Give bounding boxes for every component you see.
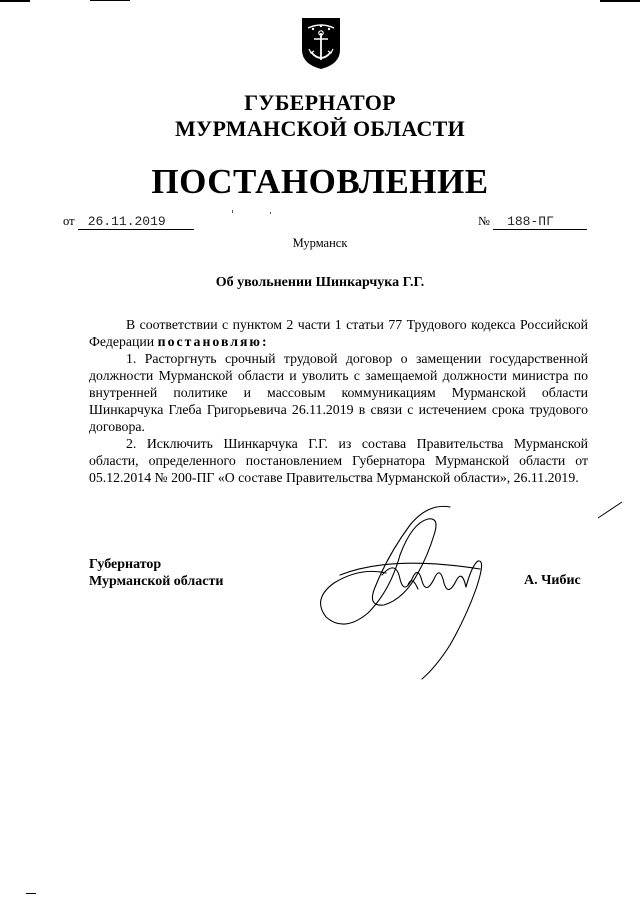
document-date: 26.11.2019 <box>78 214 194 230</box>
dot-mark <box>270 212 271 214</box>
scan-mark-bottom-left <box>26 893 36 894</box>
signer-position <box>89 556 223 590</box>
document-number: 188-ПГ <box>493 214 587 230</box>
decree-word: постановляю: <box>157 334 269 349</box>
handwritten-signature-icon <box>300 495 530 685</box>
authority-line-1: ГУБЕРНАТОР <box>244 90 396 115</box>
city: Мурманск <box>292 236 348 250</box>
scan-mark-top-right <box>600 0 640 2</box>
document-type-title: ПОСТАНОВЛЕНИЕ <box>151 162 489 201</box>
signer-name: А. Чибис <box>524 573 581 588</box>
murmansk-coat-of-arms-icon <box>300 16 342 70</box>
number-line <box>478 214 587 230</box>
dot-mark <box>232 210 233 213</box>
signer-position-line-2: Мурманской области <box>89 574 224 589</box>
margin-mark <box>596 498 624 520</box>
signer-position-line-1: Губернатор <box>89 557 162 572</box>
document-title: Об увольнении Шинкарчука Г.Г. <box>215 275 425 290</box>
intro-text: В соответствии с пунктом 2 части 1 статьи 77 Трудового кодекса Российской Федерации <box>89 317 588 349</box>
scan-mark-top-left <box>0 0 30 2</box>
date-line <box>63 214 194 230</box>
body-item-2: 2. Исключить Шинкарчука Г.Г. из состава Правительства Мурманской области, определенного постановлением Губернатора Мурманской области от 05.12.2014 № 200-ПГ «О составе Правительства Мурманской области», 26.11.2019. <box>89 436 588 485</box>
document-body <box>89 316 588 486</box>
body-intro <box>89 316 588 350</box>
date-prefix: от <box>63 214 75 228</box>
number-prefix: № <box>478 214 490 228</box>
authority-line-2: МУРМАНСКОЙ ОБЛАСТИ <box>174 116 466 141</box>
body-item-1: 1. Расторгнуть срочный трудовой договор о замещении государственной должности Мурманской области и уволить с замещаемой должности министра по внутренней политике и массовым коммуникациям Мурманской области Шинкарчука Глеба Григорьевича 26.11.2019 в связи с истечением срока трудового договора. <box>89 351 588 434</box>
scan-mark-top-middle <box>90 0 130 1</box>
